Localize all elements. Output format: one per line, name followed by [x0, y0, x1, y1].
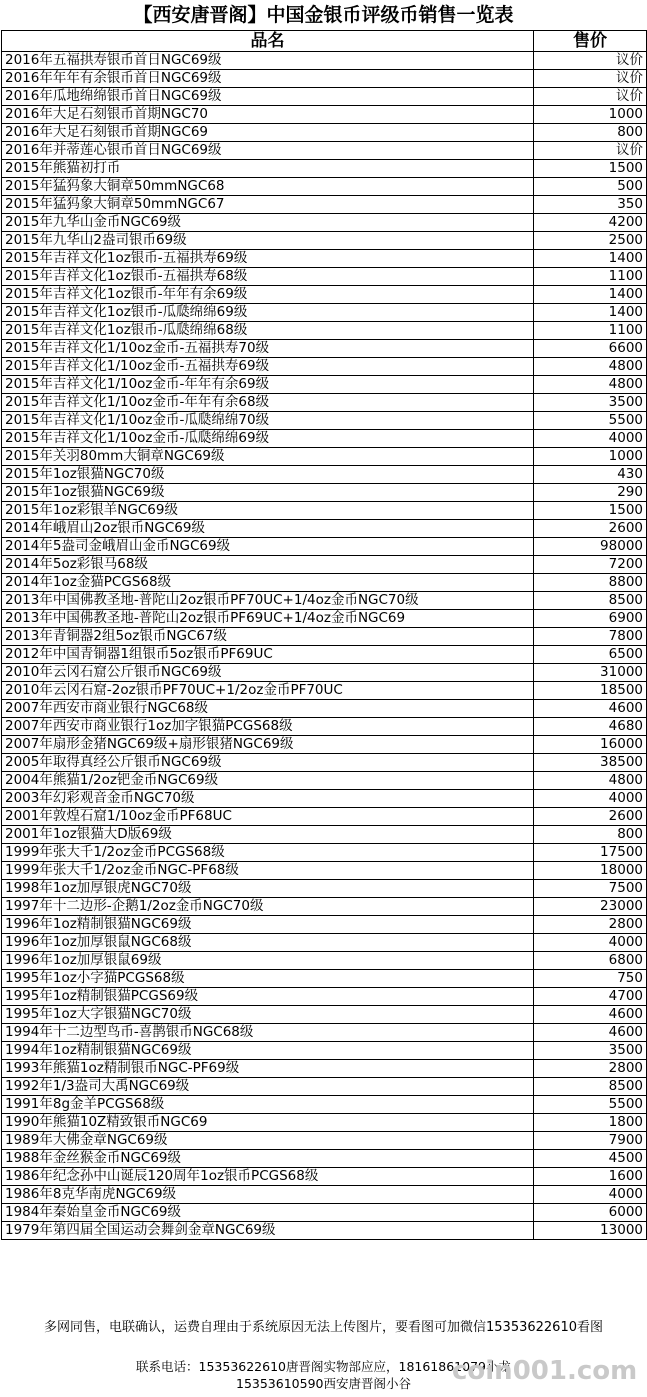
price-list-table	[1, 30, 647, 1240]
item-name: 2015年1oz银猫NGC70级	[2, 466, 534, 484]
item-name: 2001年1oz银猫大D版69级	[2, 826, 534, 844]
item-price: 6800	[534, 952, 647, 970]
item-name: 2014年峨眉山2oz银币NGC69级	[2, 520, 534, 538]
table-row	[2, 1204, 647, 1222]
item-name: 2012年中国青铜器1组银币5oz银币PF69UC	[2, 646, 534, 664]
table-row	[2, 52, 647, 70]
item-price: 4600	[534, 1024, 647, 1042]
item-name: 2015年吉祥文化1oz银币-瓜瓞绵绵68级	[2, 322, 534, 340]
item-name: 2015年吉祥文化1/10oz金币-瓜瓞绵绵69级	[2, 430, 534, 448]
item-price: 430	[534, 466, 647, 484]
table-row	[2, 970, 647, 988]
table-row	[2, 1096, 647, 1114]
header-name: 品名	[2, 31, 534, 52]
item-name: 1995年1oz大字银猫NGC70级	[2, 1006, 534, 1024]
item-name: 2014年5oz彩银马68级	[2, 556, 534, 574]
table-row	[2, 286, 647, 304]
table-row	[2, 862, 647, 880]
item-price: 3500	[534, 1042, 647, 1060]
item-price: 4000	[534, 934, 647, 952]
table-row	[2, 376, 647, 394]
item-price: 议价	[534, 70, 647, 88]
table-row	[2, 610, 647, 628]
table-row	[2, 1168, 647, 1186]
item-name: 2015年吉祥文化1oz银币-瓜瓞绵绵69级	[2, 304, 534, 322]
table-row	[2, 700, 647, 718]
item-price: 8500	[534, 592, 647, 610]
table-row	[2, 160, 647, 178]
header-price: 售价	[534, 31, 647, 52]
item-price: 1400	[534, 304, 647, 322]
table-row	[2, 790, 647, 808]
item-name: 1999年张大千1/2oz金币PCGS68级	[2, 844, 534, 862]
table-row	[2, 682, 647, 700]
item-price: 7500	[534, 880, 647, 898]
notice-text: 多网同售，电联确认，运费自理由于系统原因无法上传图片，要看图可加微信15353622610看图	[44, 1320, 603, 1335]
table-row	[2, 178, 647, 196]
table-row	[2, 250, 647, 268]
item-price: 8800	[534, 574, 647, 592]
item-name: 1986年纪念孙中山诞辰120周年1oz银币PCGS68级	[2, 1168, 534, 1186]
item-price: 350	[534, 196, 647, 214]
table-row	[2, 1078, 647, 1096]
table-row	[2, 1222, 647, 1240]
item-name: 2016年大足石刻银币首期NGC69	[2, 124, 534, 142]
table-row	[2, 1114, 647, 1132]
item-name: 2015年关羽80mm大铜章NGC69级	[2, 448, 534, 466]
table-row	[2, 934, 647, 952]
item-name: 1995年1oz精制银猫PCGS69级	[2, 988, 534, 1006]
table-row	[2, 1006, 647, 1024]
table-row	[2, 772, 647, 790]
item-name: 2003年幻彩观音金币NGC70级	[2, 790, 534, 808]
item-price: 98000	[534, 538, 647, 556]
table-row	[2, 574, 647, 592]
item-price: 7900	[534, 1132, 647, 1150]
table-row	[2, 394, 647, 412]
table-row	[2, 70, 647, 88]
item-price: 1000	[534, 106, 647, 124]
table-row	[2, 646, 647, 664]
item-price: 1400	[534, 286, 647, 304]
item-price: 2500	[534, 232, 647, 250]
item-price: 6500	[534, 646, 647, 664]
item-name: 2014年1oz金猫PCGS68级	[2, 574, 534, 592]
table-row	[2, 106, 647, 124]
item-name: 2007年扇形金猪NGC69级+扇形银猪NGC69级	[2, 736, 534, 754]
item-price: 7200	[534, 556, 647, 574]
item-price: 1500	[534, 160, 647, 178]
item-price: 2600	[534, 808, 647, 826]
item-name: 2010年云冈石窟-2oz银币PF70UC+1/2oz金币PF70UC	[2, 682, 534, 700]
table-row	[2, 898, 647, 916]
item-name: 2015年吉祥文化1/10oz金币-年年有余68级	[2, 394, 534, 412]
item-price: 4700	[534, 988, 647, 1006]
table-row	[2, 952, 647, 970]
item-price: 38500	[534, 754, 647, 772]
item-price: 18500	[534, 682, 647, 700]
table-row	[2, 916, 647, 934]
item-name: 1986年8克华南虎NGC69级	[2, 1186, 534, 1204]
item-name: 1990年熊猫10Z精致银币NGC69	[2, 1114, 534, 1132]
table-row	[2, 628, 647, 646]
item-name: 2015年猛犸象大铜章50mmNGC67	[2, 196, 534, 214]
item-price: 4680	[534, 718, 647, 736]
table-row	[2, 1132, 647, 1150]
item-price: 4000	[534, 430, 647, 448]
item-name: 1996年1oz精制银猫NGC69级	[2, 916, 534, 934]
item-price: 7800	[534, 628, 647, 646]
item-price: 5500	[534, 412, 647, 430]
item-price: 4600	[534, 1006, 647, 1024]
item-price: 800	[534, 124, 647, 142]
item-price: 4800	[534, 358, 647, 376]
item-price: 1100	[534, 322, 647, 340]
item-name: 1994年十二边型鸟币-喜鹊银币NGC68级	[2, 1024, 534, 1042]
item-name: 1996年1oz加厚银鼠NGC68级	[2, 934, 534, 952]
item-price: 13000	[534, 1222, 647, 1240]
item-name: 2014年5盎司金峨眉山金币NGC69级	[2, 538, 534, 556]
table-row	[2, 826, 647, 844]
item-name: 2013年中国佛教圣地-普陀山2oz银币PF70UC+1/4oz金币NGC70级	[2, 592, 534, 610]
item-price: 16000	[534, 736, 647, 754]
table-row	[2, 538, 647, 556]
item-name: 2015年吉祥文化1/10oz金币-五福拱寿69级	[2, 358, 534, 376]
item-name: 2016年五福拱寿银币首日NGC69级	[2, 52, 534, 70]
item-price: 8500	[534, 1078, 647, 1096]
table-row	[2, 664, 647, 682]
table-row	[2, 988, 647, 1006]
item-name: 2015年吉祥文化1oz银币-年年有余69级	[2, 286, 534, 304]
item-name: 2015年1oz银猫NGC69级	[2, 484, 534, 502]
table-row	[2, 1186, 647, 1204]
item-name: 2015年吉祥文化1/10oz金币-五福拱寿70级	[2, 340, 534, 358]
item-price: 4800	[534, 376, 647, 394]
table-row	[2, 124, 647, 142]
item-name: 2010年云冈石窟公斤银币NGC69级	[2, 664, 534, 682]
item-price: 800	[534, 826, 647, 844]
table-row	[2, 412, 647, 430]
item-price: 18000	[534, 862, 647, 880]
item-price: 1500	[534, 502, 647, 520]
item-price: 1000	[534, 448, 647, 466]
item-price: 4000	[534, 1186, 647, 1204]
item-price: 4600	[534, 700, 647, 718]
item-name: 1979年第四届全国运动会舞剑金章NGC69级	[2, 1222, 534, 1240]
table-body	[2, 52, 647, 1240]
item-price: 2800	[534, 1060, 647, 1078]
item-name: 2013年中国佛教圣地-普陀山2oz银币PF69UC+1/4oz金币NGC69	[2, 610, 534, 628]
item-price: 2600	[534, 520, 647, 538]
item-name: 1993年熊猫1oz精制银币NGC-PF69级	[2, 1060, 534, 1078]
table-row	[2, 142, 647, 160]
item-price: 6000	[534, 1204, 647, 1222]
item-price: 750	[534, 970, 647, 988]
item-price: 6600	[534, 340, 647, 358]
item-name: 1997年十二边形-企鹅1/2oz金币NGC70级	[2, 898, 534, 916]
item-price: 1100	[534, 268, 647, 286]
item-price: 4500	[534, 1150, 647, 1168]
table-row	[2, 880, 647, 898]
table-row	[2, 304, 647, 322]
table-row	[2, 340, 647, 358]
contact-line-1: 联系电话：15353622610唐晋阁实物部应应，18161861079小龙	[136, 1359, 511, 1374]
item-price: 17500	[534, 844, 647, 862]
table-row	[2, 430, 647, 448]
table-row	[2, 520, 647, 538]
item-name: 1989年大佛金章NGC69级	[2, 1132, 534, 1150]
table-row	[2, 1150, 647, 1168]
table-row	[2, 844, 647, 862]
item-name: 2016年大足石刻银币首期NGC70	[2, 106, 534, 124]
item-price: 31000	[534, 664, 647, 682]
item-name: 1994年1oz精制银猫NGC69级	[2, 1042, 534, 1060]
item-name: 2015年吉祥文化1/10oz金币-年年有余69级	[2, 376, 534, 394]
item-price: 1400	[534, 250, 647, 268]
table-row	[2, 808, 647, 826]
table-row	[2, 448, 647, 466]
item-price: 23000	[534, 898, 647, 916]
table-row	[2, 718, 647, 736]
table-row	[2, 88, 647, 106]
table-row	[2, 358, 647, 376]
table-row	[2, 592, 647, 610]
item-name: 1995年1oz小字猫PCGS68级	[2, 970, 534, 988]
item-name: 2016年瓜地绵绵银币首日NGC69级	[2, 88, 534, 106]
item-name: 2007年西安市商业银行1oz加字银猫PCGS68级	[2, 718, 534, 736]
item-name: 2016年并蒂莲心银币首日NGC69级	[2, 142, 534, 160]
item-name: 1992年1/3盎司大禹NGC69级	[2, 1078, 534, 1096]
item-price: 1800	[534, 1114, 647, 1132]
item-price: 2800	[534, 916, 647, 934]
item-name: 1988年金丝猴金币NGC69级	[2, 1150, 534, 1168]
item-name: 1984年秦始皇金币NGC69级	[2, 1204, 534, 1222]
table-row	[2, 268, 647, 286]
item-name: 2015年吉祥文化1oz银币-五福拱寿69级	[2, 250, 534, 268]
item-price: 500	[534, 178, 647, 196]
item-price: 4800	[534, 772, 647, 790]
item-name: 1999年张大千1/2oz金币NGC-PF68级	[2, 862, 534, 880]
table-row	[2, 754, 647, 772]
item-name: 1996年1oz加厚银鼠69级	[2, 952, 534, 970]
table-row	[2, 214, 647, 232]
item-name: 2005年取得真经公斤银币NGC69级	[2, 754, 534, 772]
item-price: 4000	[534, 790, 647, 808]
item-price: 议价	[534, 52, 647, 70]
item-name: 2015年吉祥文化1oz银币-五福拱寿68级	[2, 268, 534, 286]
table-row	[2, 736, 647, 754]
item-price: 议价	[534, 142, 647, 160]
item-name: 2015年九华山金币NGC69级	[2, 214, 534, 232]
item-name: 2013年青铜器2组5oz银币NGC67级	[2, 628, 534, 646]
table-header-row	[2, 31, 647, 52]
table-row	[2, 322, 647, 340]
item-name: 2016年年年有余银币首日NGC69级	[2, 70, 534, 88]
contact-line-2: 15353610590西安唐晋阁小谷	[236, 1376, 411, 1391]
item-name: 1998年1oz加厚银虎NGC70级	[2, 880, 534, 898]
table-row	[2, 1042, 647, 1060]
table-row	[2, 1060, 647, 1078]
item-price: 6900	[534, 610, 647, 628]
item-name: 2015年猛犸象大铜章50mmNGC68	[2, 178, 534, 196]
item-name: 2004年熊猫1/2oz钯金币NGC69级	[2, 772, 534, 790]
table-row	[2, 196, 647, 214]
item-price: 1600	[534, 1168, 647, 1186]
item-name: 2015年九华山2盎司银币69级	[2, 232, 534, 250]
item-name: 2015年吉祥文化1/10oz金币-瓜瓞绵绵70级	[2, 412, 534, 430]
watermark: coin001.com	[452, 1356, 638, 1386]
table-row	[2, 1024, 647, 1042]
item-name: 1991年8g金羊PCGS68级	[2, 1096, 534, 1114]
item-name: 2015年熊猫初打币	[2, 160, 534, 178]
table-row	[2, 466, 647, 484]
item-name: 2001年敦煌石窟1/10oz金币PF68UC	[2, 808, 534, 826]
item-name: 2007年西安市商业银行NGC68级	[2, 700, 534, 718]
item-price: 3500	[534, 394, 647, 412]
item-price: 议价	[534, 88, 647, 106]
item-name: 2015年1oz彩银羊NGC69级	[2, 502, 534, 520]
item-price: 290	[534, 484, 647, 502]
table-row	[2, 232, 647, 250]
table-row	[2, 556, 647, 574]
item-price: 5500	[534, 1096, 647, 1114]
page-title: 【西安唐晋阁】中国金银币评级币销售一览表	[133, 4, 514, 26]
table-row	[2, 484, 647, 502]
table-row	[2, 502, 647, 520]
item-price: 4200	[534, 214, 647, 232]
